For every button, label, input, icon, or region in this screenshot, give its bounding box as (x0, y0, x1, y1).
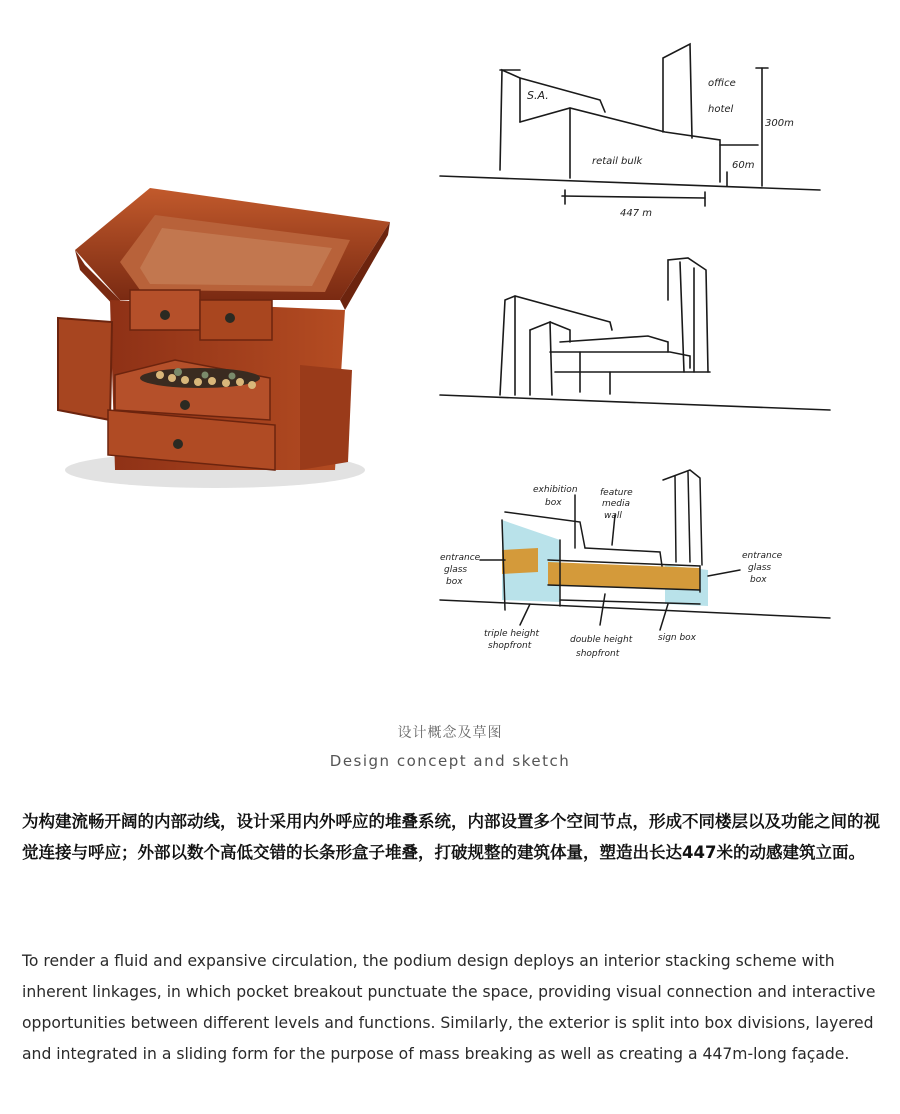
label-box-left: box (446, 577, 463, 587)
label-entrance-right: entrance (742, 551, 783, 561)
label-300m: 300m (765, 118, 794, 129)
label-glass-left: glass (444, 565, 468, 575)
label-entrance-left: entrance (440, 553, 481, 563)
label-double-height: double height (570, 635, 633, 645)
paragraph-chinese: 为构建流畅开阔的内部动线，设计采用内外呼应的堆叠系统，内部设置多个空间节点，形成不同楼层以及功能之间的视觉连接与呼应；外部以数个高低交错的长条形盒子堆叠，打破规整的建筑体量，塑造出长达447米的动感建筑立面。 (22, 812, 880, 862)
paragraph-english: To render a fluid and expansive circulation, the podium design deploys an interior stacking scheme with inherent linkages, in which pocket breakout punctuate the space, providing visual connection and interactive opportunities between different levels and functions. Similarly, the exterior is split into box divisions, layered and integrated in a sliding form for the purpose of mass breaking as well as creating a 447m-long façade. (22, 952, 876, 1063)
label-447m: 447 m (620, 208, 653, 219)
label-box-right: box (750, 575, 767, 585)
sketch-facade-annotated (440, 470, 830, 630)
sketch-massing-elevation (440, 44, 820, 206)
timber-band-left (502, 548, 538, 574)
label-wall: wall (604, 511, 622, 521)
caption-english: Design concept and sketch (329, 752, 571, 770)
label-media: media (602, 499, 631, 509)
label-sign-box: sign box (658, 633, 697, 643)
label-double-shopfront: shopfront (576, 649, 620, 659)
caption-chinese: 设计概念及草图 (397, 725, 503, 741)
label-triple-shopfront: shopfront (488, 641, 532, 651)
label-60m: 60m (732, 160, 755, 171)
label-retail-bulk: retail bulk (592, 156, 643, 167)
label-hotel: hotel (708, 104, 734, 115)
wooden-cabinet-image (58, 188, 390, 488)
label-exhibition: exhibition (533, 485, 578, 495)
label-exhibition-box: box (545, 498, 562, 508)
label-triple-height: triple height (484, 629, 540, 639)
label-office: office (708, 78, 736, 89)
sketch-perspective (440, 258, 830, 410)
label-sa: S.A. (527, 89, 549, 102)
label-feature: feature (600, 488, 633, 498)
label-glass-right: glass (748, 563, 772, 573)
